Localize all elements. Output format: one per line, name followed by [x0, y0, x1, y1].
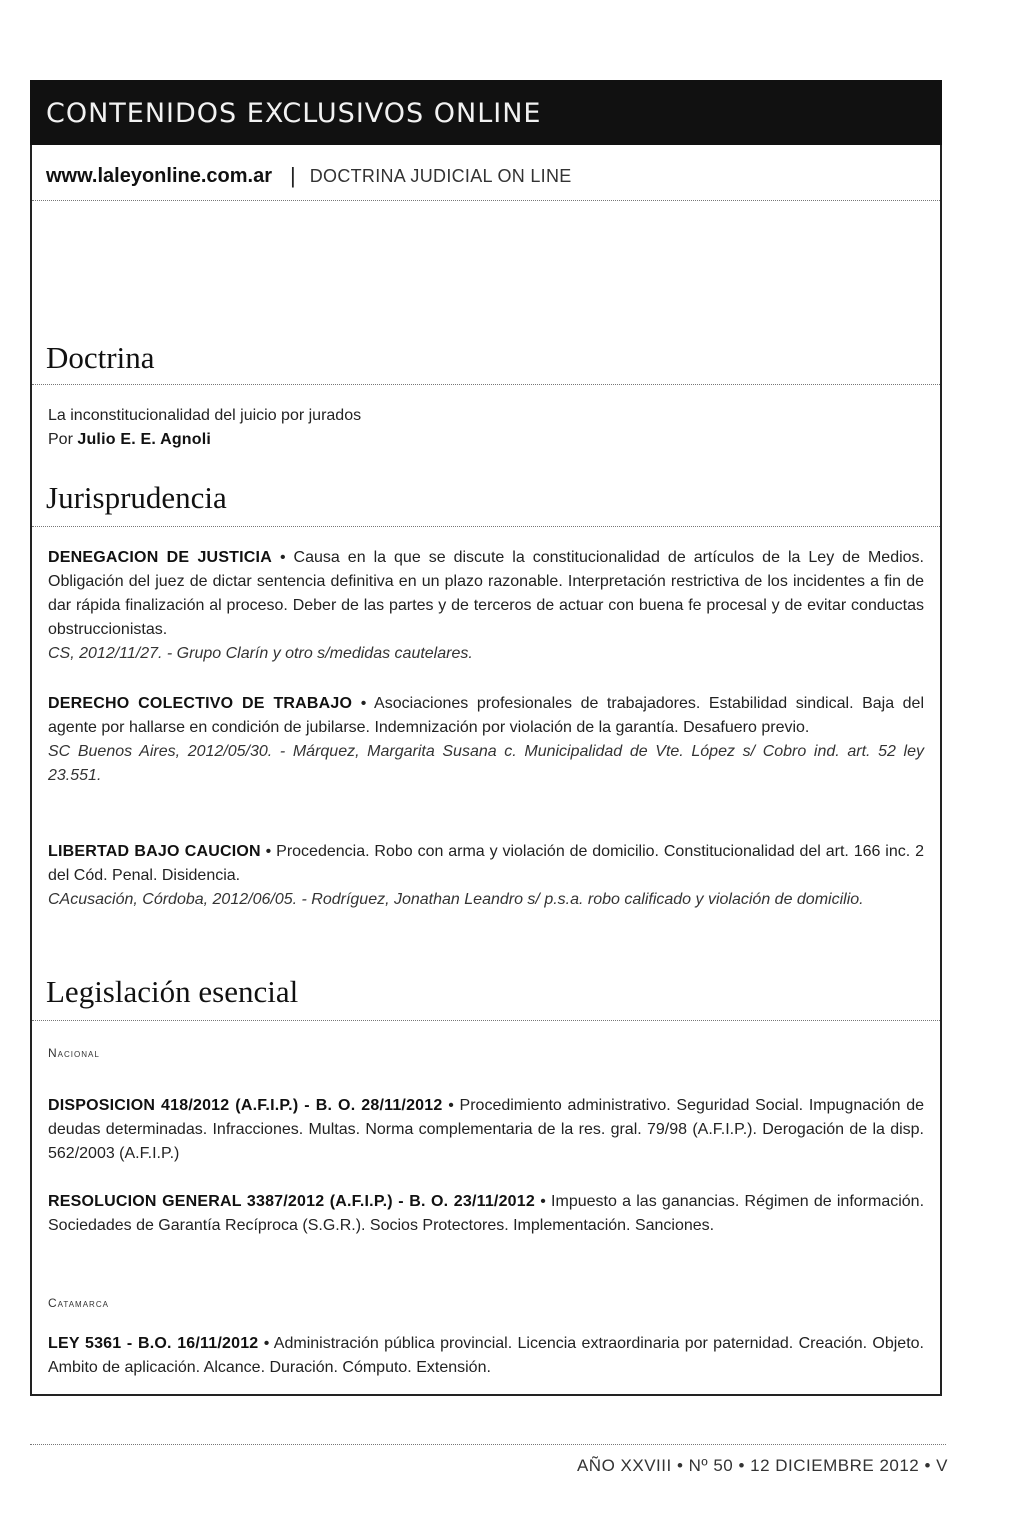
entry-text: • Causa en la que se discute la constitucionalidad de artículos de la Ley de Medios. Obligación del juez de dictar sentencia definitiva en un plazo razonable. Interpretación restrictiva de los incidentes a fin de dar rápida finalización al proceso. Deber de las partes y de terceros de actuar con buena fe procesal y de evitar conductas obstruccionistas. [48, 549, 924, 638]
site-url-link[interactable]: www.laleyonline.com.ar [46, 164, 272, 187]
separator: | [290, 163, 296, 188]
heading-jurisprudencia: Jurisprudencia [46, 480, 227, 515]
entry-text: • Administración pública provincial. Licencia extraordinaria por paternidad. Creación. Objeto. Ambito de aplicación. Alcance. Duración. Cómputo. Extensión. [48, 1335, 924, 1376]
entry-citation: CS, 2012/11/27. - Grupo Clarín y otro s/medidas cautelares. [48, 645, 473, 662]
entry-label: RESOLUCION GENERAL 3387/2012 (A.F.I.P.) - B. O. 23/11/2012 [48, 1193, 535, 1210]
heading-doctrina: Doctrina [46, 340, 155, 375]
entry-citation: CAcusación, Córdoba, 2012/06/05. - Rodríguez, Jonathan Leandro s/ p.s.a. robo calificado y violación de domicilio. [48, 891, 864, 908]
article-title: La inconstitucionalidad del juicio por jurados [48, 407, 362, 424]
footer-issue-info: AÑO XXVIII • Nº 50 • 12 DICIEMBRE 2012 • V [576, 1456, 948, 1475]
legislacion-entry[interactable] [48, 1332, 924, 1380]
article-author [48, 428, 924, 452]
entry-text: • Asociaciones profesionales de trabajadores. Estabilidad sindical. Baja del agente por hallarse en condición de jubilarse. Indemnización por violación de la garantía. Desafuero previo. [48, 695, 925, 736]
entry-label: DERECHO COLECTIVO DE TRABAJO [48, 695, 353, 712]
legislacion-entry[interactable] [48, 1190, 924, 1238]
jurisprudencia-entry[interactable] [48, 692, 924, 788]
entry-label: DISPOSICION 418/2012 (A.F.I.P.) - B. O. 28/11/2012 [48, 1097, 443, 1114]
entry-label: LIBERTAD BAJO CAUCION [48, 843, 261, 860]
section-name: DOCTRINA JUDICIAL ON LINE [309, 165, 572, 186]
entry-text: • Procedencia. Robo con arma y violación de domicilio. Constitucionalidad del art. 166 inc. 2 del Cód. Penal. Disidencia. [48, 843, 924, 884]
divider [32, 1020, 940, 1021]
entry-label: DENEGACION DE JUSTICIA [48, 549, 272, 566]
footer-divider [30, 1444, 946, 1445]
legislacion-entry[interactable] [48, 1094, 924, 1166]
entry-citation: SC Buenos Aires, 2012/05/30. - Márquez, Margarita Susana c. Municipalidad de Vte. López s/ Cobro ind. art. 52 ley 23.551. [48, 743, 924, 784]
author-name: Julio E. E. Agnoli [77, 431, 212, 448]
divider [32, 384, 940, 385]
section-label-catamarca: Catamarca [48, 1296, 109, 1310]
divider [32, 526, 940, 527]
doctrina-article[interactable] [48, 404, 924, 452]
site-line [46, 160, 572, 192]
banner-title: CONTENIDOS EXCLUSIVOS ONLINE [46, 98, 542, 129]
entry-text: • Impuesto a las ganancias. Régimen de información. Sociedades de Garantía Recíproca (S.G.R.). Socios Protectores. Implementación. Sanciones. [48, 1193, 925, 1234]
section-label-nacional: Nacional [48, 1046, 100, 1060]
heading-legislacion: Legislación esencial [46, 974, 299, 1009]
entry-text: • Procedimiento administrativo. Seguridad Social. Impugnación de deudas determinadas. Infracciones. Multas. Norma complementaria de la res. gral. 79/98 (A.F.I.P.). Derogación de la disp. 562/2003 (A.F.I.P.) [48, 1097, 924, 1162]
jurisprudencia-entry[interactable] [48, 546, 924, 666]
divider [32, 200, 940, 201]
jurisprudencia-entry[interactable] [48, 840, 924, 912]
header-banner [30, 80, 942, 145]
entry-label: LEY 5361 - B.O. 16/11/2012 [48, 1335, 259, 1352]
author-prefix: Por [48, 431, 73, 448]
